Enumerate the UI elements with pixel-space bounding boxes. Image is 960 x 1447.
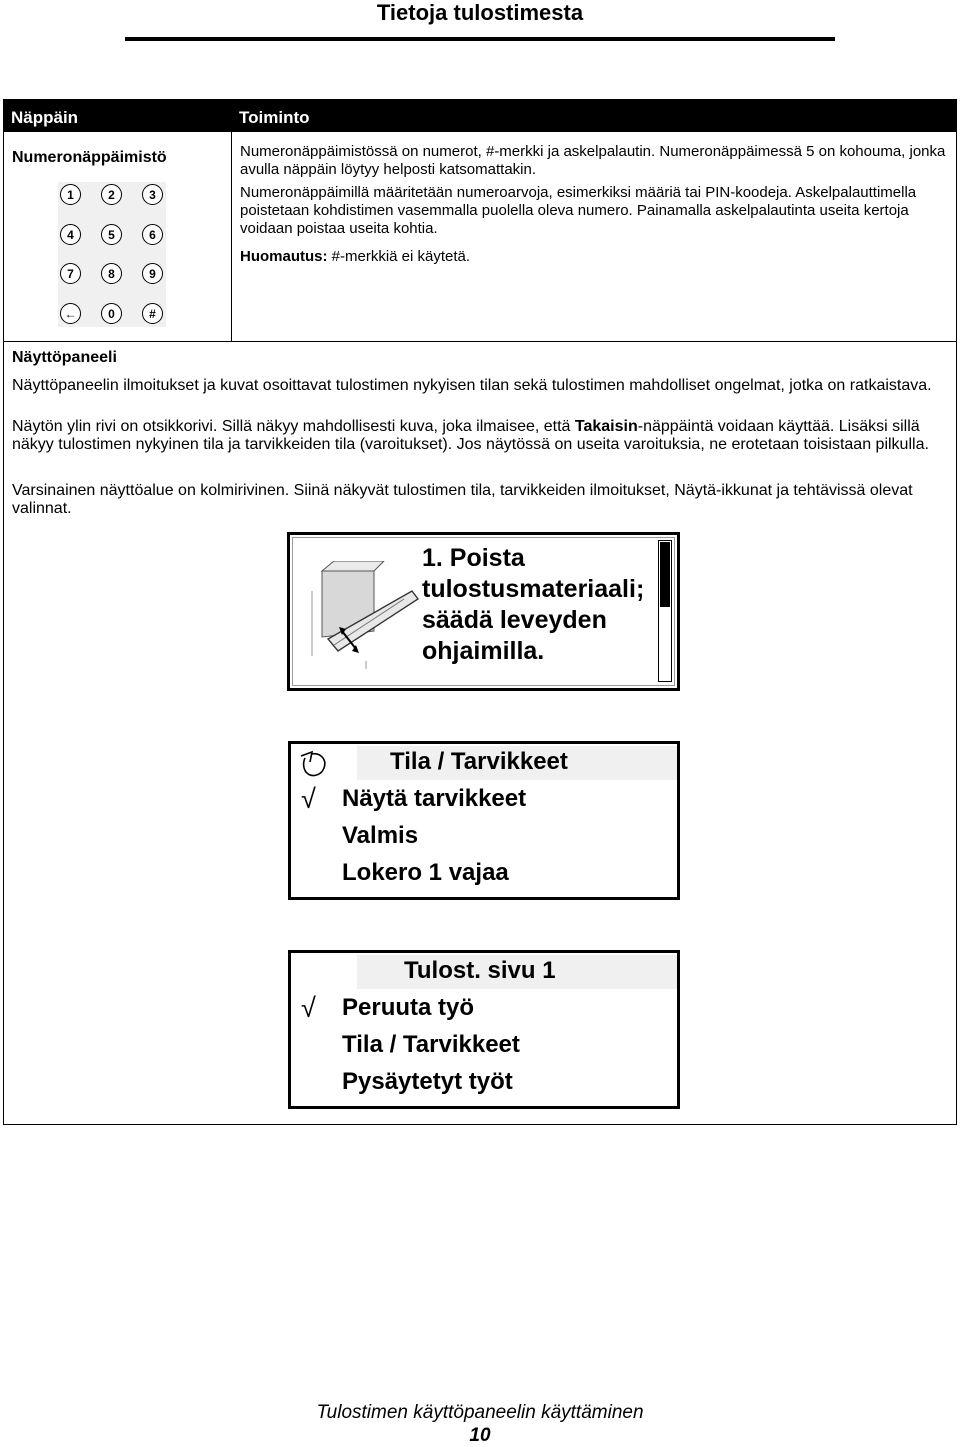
menu-heading: Tulost. sivu 1 (404, 957, 556, 984)
keypad-note (240, 248, 952, 266)
display-screen-print-menu (288, 950, 680, 1109)
menu-item: Peruuta työ (342, 994, 475, 1021)
title-rule (125, 37, 835, 41)
tray-illustration-icon (304, 561, 419, 669)
col-action-header: Toiminto (239, 108, 310, 127)
menu-header-bar (357, 746, 677, 780)
display-paragraph-1: Näyttöpaneelin ilmoitukset ja kuvat osoittavat tulostimen nykyisen tilan sekä tulostimen mahdolliset ongelmat, jotka on ratkaistava. (12, 377, 932, 394)
backspace-key-icon: ← (60, 303, 81, 324)
page-title: Tietoja tulostimesta (376, 0, 584, 25)
keypad-description-1: Numeronäppäimistössä on numerot, #-merkki ja askelpalautin. Numeronäppäimessä 5 on kohouma, jonka avulla näppäin löytyy helposti katsomattakin. (240, 143, 946, 178)
back-arrow-icon (297, 748, 333, 782)
display-paragraph-3: Varsinainen näyttöalue on kolmirivinen. Siinä näkyvät tulostimen tila, tarvikkeiden ilmoitukset, Näytä-ikkunat ja tehtävissä olevat valinnat. (12, 482, 913, 517)
scrollbar (658, 540, 672, 682)
menu-item: Tila / Tarvikkeet (342, 1031, 520, 1058)
menu-item: Lokero 1 vajaa (342, 859, 509, 886)
scroll-thumb (660, 542, 670, 607)
screen-message-text (422, 543, 644, 667)
keypad-key-1: 1 (60, 184, 81, 205)
keypad-key-0: 0 (101, 303, 122, 324)
note-text: #-merkkiä ei käytetä. (327, 248, 471, 265)
check-icon: √ (301, 993, 316, 1023)
table-header (4, 100, 956, 132)
p2-end: -näppäintä voidaan käyttää. Lisäksi sillä näkyy tulostimen nykyinen tila ja tarvikkeiden tila (varoitukset). Jos näytössä on useita varoituksia, ne erotetaan toisistaan pilkulla. (12, 418, 929, 453)
message-line-2: tulostusmateriaali; (422, 575, 645, 603)
keypad-key-8: 8 (101, 263, 122, 284)
keypad-key-5: 5 (101, 224, 122, 245)
col-key-header: Näppäin (11, 108, 79, 127)
note-label: Huomautus: (240, 248, 328, 265)
keypad-key-3: 3 (142, 184, 163, 205)
message-line-1: 1. Poista (422, 544, 525, 572)
keypad-key-hash: # (142, 303, 163, 324)
display-paragraph-2 (12, 418, 952, 454)
check-icon: √ (301, 784, 316, 814)
message-line-3: säädä leveyden (422, 606, 607, 634)
menu-header-bar (357, 955, 677, 989)
p2-start: Näytön ylin rivi on otsikkorivi. Sillä näkyy mahdollisesti kuva, joka ilmaisee, että (12, 418, 575, 435)
display-section-title: Näyttöpaneeli (12, 349, 117, 366)
display-screen-status-menu (288, 741, 680, 900)
keypad-key-9: 9 (142, 263, 163, 284)
keypad-illustration (58, 182, 166, 327)
back-key-name: Takaisin (574, 418, 638, 435)
keypad-description-2: Numeronäppäimillä määritetään numeroarvoja, esimerkiksi määriä tai PIN-koodeja. Askelpalauttimella poistetaan kohdistimen vasemmalla puolella oleva numero. Painamalla askelpalautinta useita kertoja voidaan poistaa useita kohtia. (240, 184, 917, 237)
menu-heading: Tila / Tarvikkeet (390, 748, 568, 775)
menu-item: Valmis (342, 822, 419, 849)
menu-item: Pysäytetyt työt (342, 1068, 513, 1095)
display-screen-message (287, 532, 680, 691)
footer-section-title: Tulostimen käyttöpaneelin käyttäminen (316, 1402, 644, 1423)
message-line-4: ohjaimilla. (422, 637, 545, 665)
column-divider (231, 100, 232, 342)
keypad-key-7: 7 (60, 263, 81, 284)
keypad-key-2: 2 (101, 184, 122, 205)
row-divider (4, 341, 956, 342)
menu-item: Näytä tarvikkeet (342, 785, 527, 812)
keypad-key-4: 4 (60, 224, 81, 245)
keypad-name: Numeronäppäimistö (12, 149, 167, 166)
keypad-key-6: 6 (142, 224, 163, 245)
footer-page-number: 10 (469, 1425, 491, 1446)
